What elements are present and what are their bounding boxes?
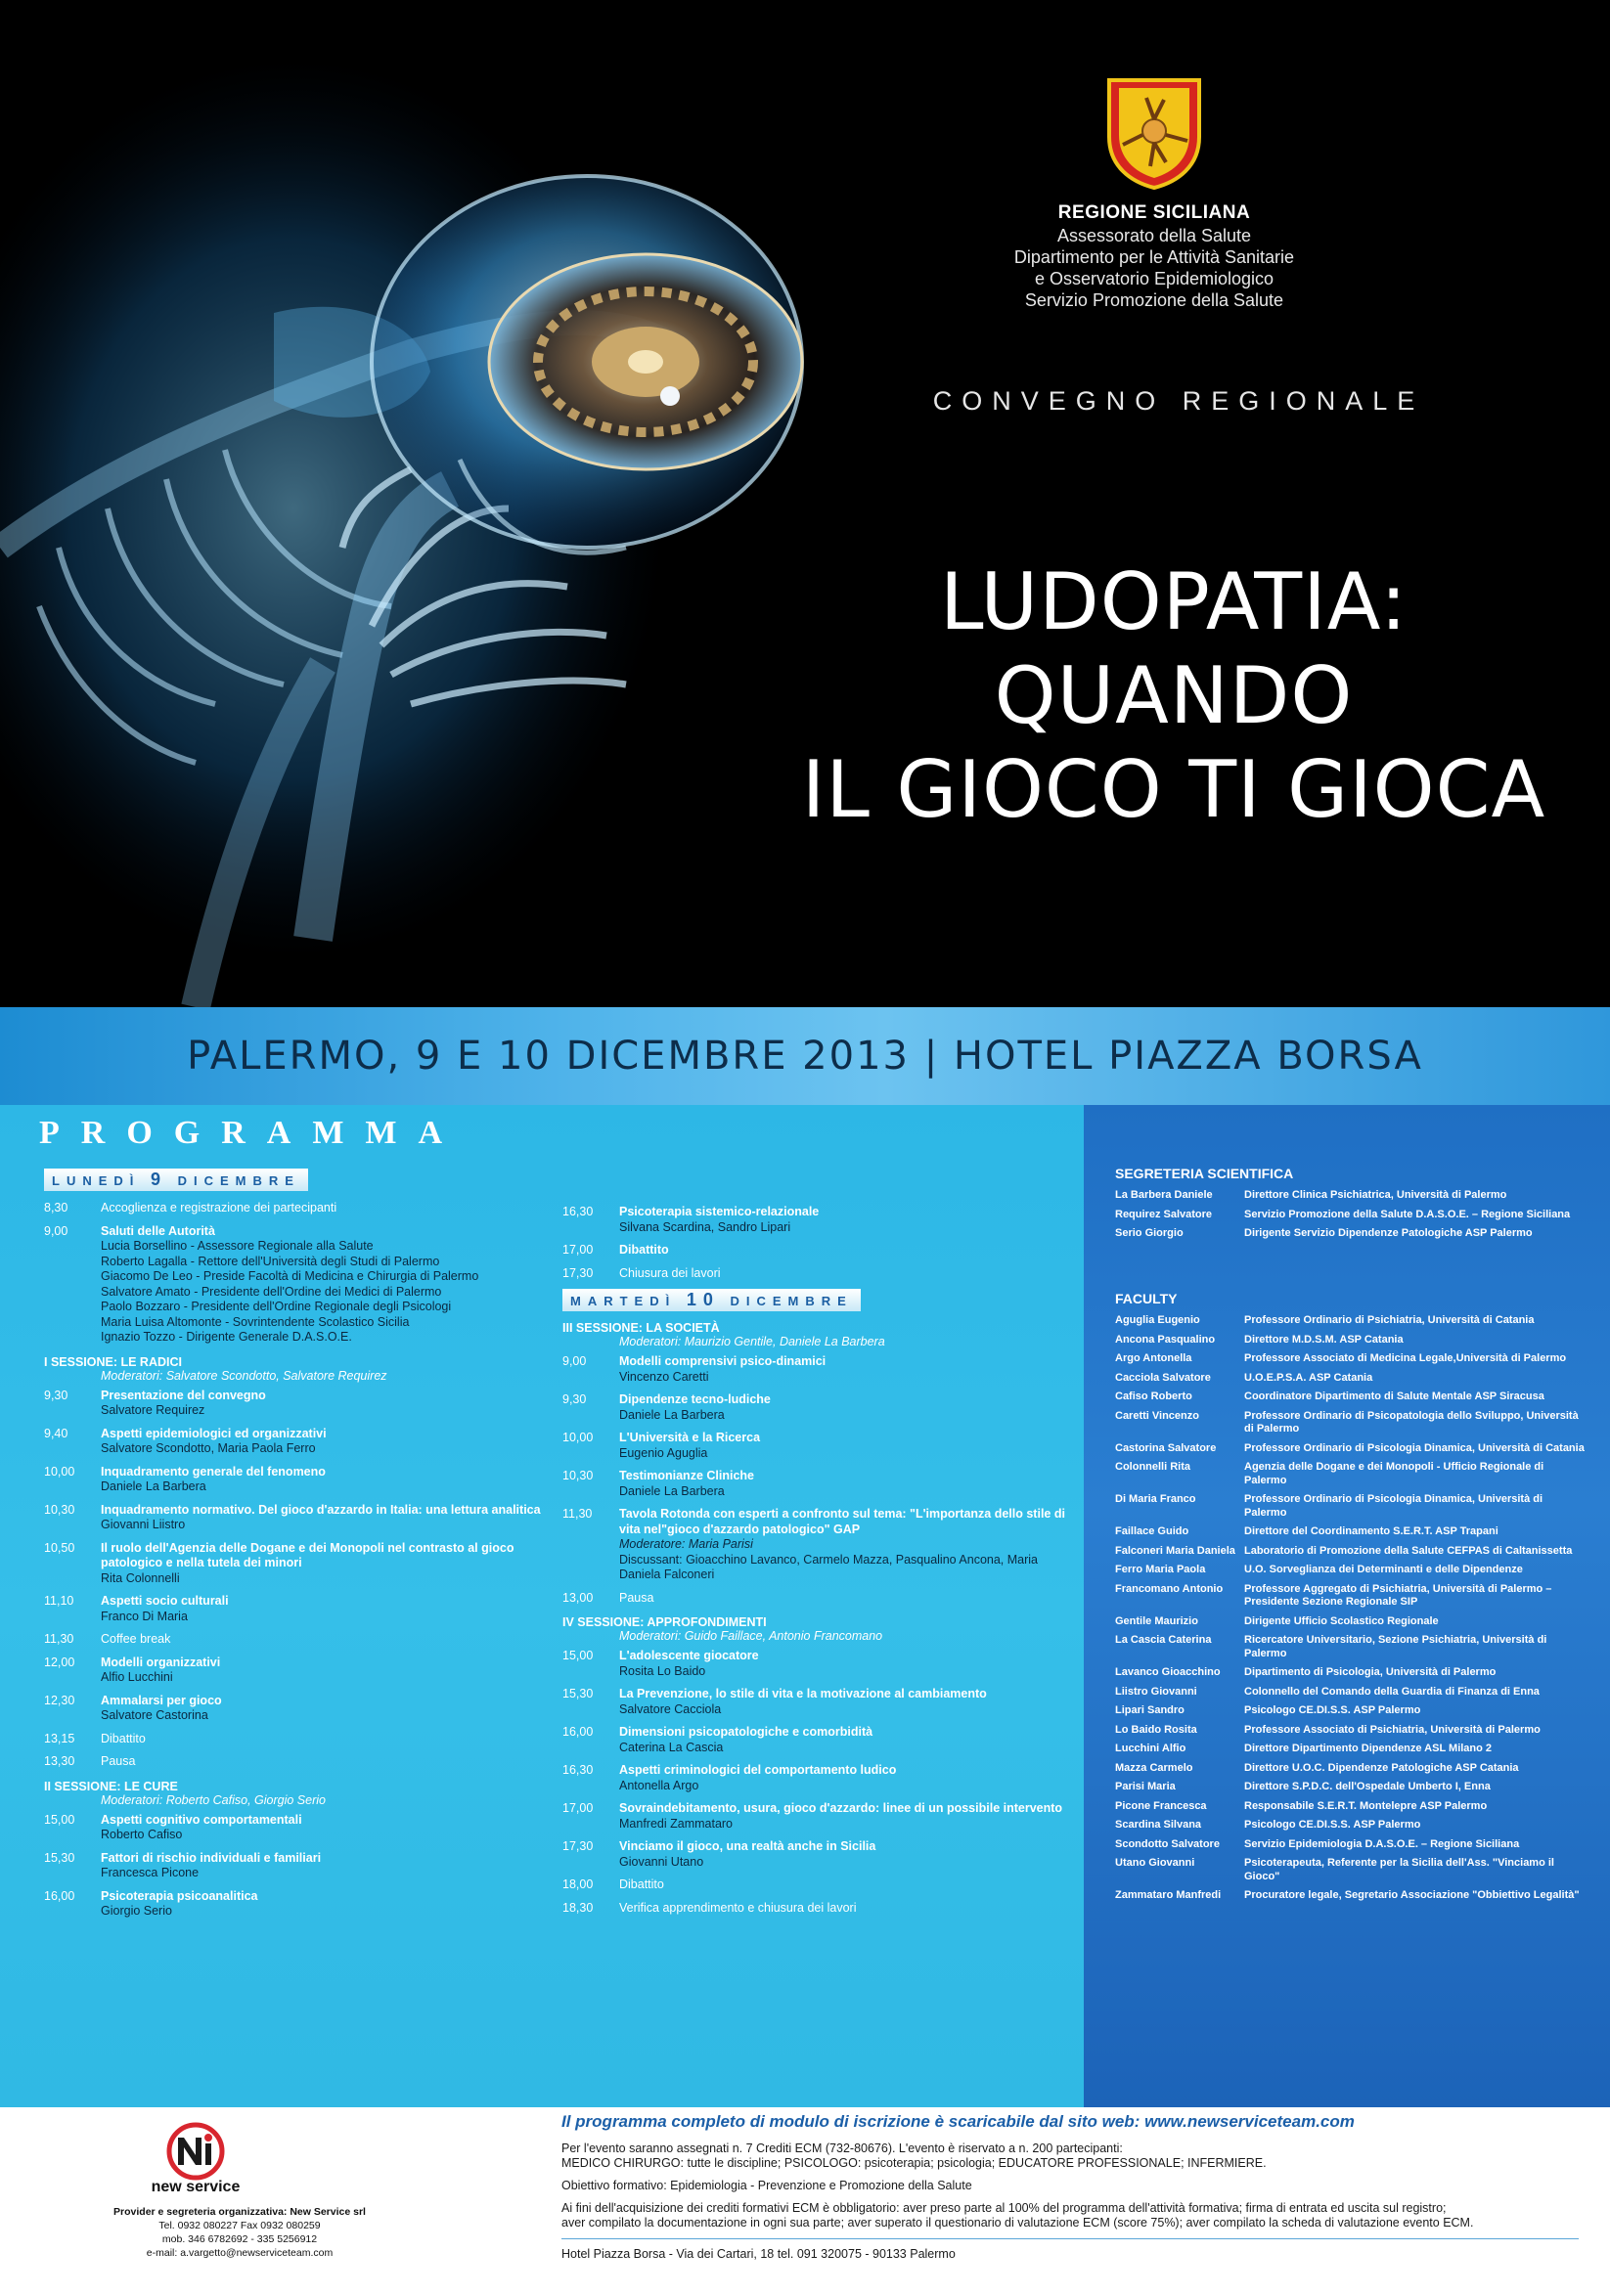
provider-title: Provider e segreteria organizzativa: New Service srl	[113, 2206, 366, 2218]
list-item	[44, 1889, 553, 1920]
faculty-block	[1115, 1291, 1585, 1909]
item-time: 15,00	[44, 1812, 75, 1827]
item-time: 13,00	[562, 1590, 594, 1605]
item-time: 16,30	[562, 1763, 594, 1777]
table-row	[1115, 1334, 1585, 1347]
list-item	[562, 1839, 1071, 1870]
list-item	[44, 1694, 553, 1724]
faculty-heading: FACULTY	[1115, 1291, 1178, 1306]
organizer-block	[959, 200, 1350, 311]
person-name: Francomano Antonio	[1115, 1582, 1224, 1595]
item-time: 17,30	[562, 1265, 594, 1280]
list-item	[562, 1431, 1071, 1461]
list-item	[44, 1851, 553, 1881]
session-heading: IV SESSIONE: APPROFONDIMENTI	[562, 1615, 767, 1629]
list-item	[562, 1469, 1071, 1499]
person-name: Serio Giorgio	[1115, 1227, 1184, 1239]
brand-name: new service	[151, 2179, 241, 2195]
table-row	[1115, 1583, 1585, 1610]
table-row	[1115, 1857, 1585, 1883]
item-time: 16,00	[562, 1725, 594, 1739]
table-row	[1115, 1391, 1585, 1404]
item-title: Sovraindebitamento, usura, gioco d'azzardo: linee di un possibile intervento	[619, 1801, 1063, 1815]
item-speaker: Daniele La Barbera	[101, 1479, 206, 1493]
item-title: Dipendenze tecno-ludiche	[619, 1392, 771, 1406]
item-title: Accoglienza e registrazione dei partecipanti	[101, 1201, 337, 1214]
list-item	[44, 1503, 553, 1533]
day-label: MARTEDÌ	[570, 1294, 687, 1308]
item-speaker: Rita Colonnelli	[101, 1570, 180, 1585]
table-row	[1115, 1227, 1585, 1241]
session-moderators: Moderatori: Roberto Cafiso, Giorgio Serio	[101, 1792, 326, 1807]
item-speaker: Alfio Lucchini	[101, 1670, 173, 1684]
item-speaker: Manfredi Zammataro	[619, 1816, 734, 1831]
item-title: Modelli comprensivi psico-dinamici	[619, 1354, 827, 1368]
item-speaker: Ignazio Tozzo - Dirigente Generale D.A.S.O.E.	[101, 1330, 352, 1344]
person-name: Castorina Salvatore	[1115, 1441, 1217, 1454]
table-row	[1115, 1372, 1585, 1386]
person-name: Liistro Giovanni	[1115, 1685, 1197, 1698]
program-column-1	[44, 1169, 553, 1927]
person-role: Responsabile S.E.R.T. Montelepre ASP Palermo	[1244, 1799, 1488, 1812]
month-label: DICEMBRE	[719, 1294, 853, 1308]
requirement-line: aver compilato la documentazione in ogni sua parte; aver superato il questionario di valutazione ECM (score 75%); aver compilato la scheda di valutazione evento ECM.	[561, 2216, 1474, 2230]
item-title: Dibattito	[619, 1877, 664, 1891]
person-name: Aguglia Eugenio	[1115, 1314, 1200, 1326]
list-item	[44, 1813, 553, 1843]
item-time: 11,30	[44, 1632, 74, 1646]
item-title: Aspetti socio culturali	[101, 1594, 229, 1608]
item-time: 17,00	[562, 1801, 594, 1815]
list-item	[562, 1243, 1071, 1258]
region-line: Servizio Promozione della Salute	[1024, 290, 1284, 310]
list-item	[562, 1507, 1071, 1583]
item-speaker: Roberto Cafiso	[101, 1828, 183, 1841]
item-speaker: Franco Di Maria	[101, 1609, 188, 1623]
list-item	[562, 1877, 1071, 1893]
person-name: Requirez Salvatore	[1115, 1208, 1213, 1220]
provider-email[interactable]: e-mail: a.vargetto@newserviceteam.com	[146, 2247, 334, 2259]
table-row	[1115, 1314, 1585, 1328]
person-name: Falconeri Maria Daniela	[1115, 1544, 1235, 1557]
month-label: DICEMBRE	[167, 1173, 300, 1188]
person-name: Zammataro Manfredi	[1115, 1889, 1222, 1901]
table-row	[1115, 1724, 1585, 1738]
item-time: 11,10	[44, 1594, 74, 1608]
list-item	[562, 1901, 1071, 1917]
segreteria-block	[1115, 1166, 1585, 1247]
item-speaker: Giovanni Utano	[619, 1854, 704, 1869]
person-role: Direttore M.D.S.M. ASP Catania	[1244, 1333, 1404, 1346]
person-role: Ricercatore Universitario, Sezione Psichiatria, Università di Palermo	[1244, 1634, 1547, 1659]
item-title: Chiusura dei lavori	[619, 1265, 721, 1280]
person-role: Laboratorio di Promozione della Salute CEFPAS di Caltanissetta	[1244, 1544, 1573, 1557]
item-title: Psicoterapia sistemico-relazionale	[619, 1205, 820, 1218]
item-title: Verifica apprendimento e chiusura dei lavori	[619, 1900, 857, 1915]
item-title: Saluti delle Autorità	[101, 1223, 215, 1238]
item-title: Dimensioni psicopatologiche e comorbidità	[619, 1725, 873, 1739]
person-role: Professore Ordinario di Psicopatologia dello Sviluppo, Università di Palermo	[1244, 1409, 1579, 1435]
person-name: Cacciola Salvatore	[1115, 1371, 1211, 1384]
item-speaker: Daniele La Barbera	[619, 1483, 725, 1498]
list-item	[562, 1763, 1071, 1793]
requirements	[561, 2201, 1598, 2230]
item-title: Ammalarsi per gioco	[101, 1693, 222, 1707]
item-time: 17,30	[562, 1839, 594, 1853]
item-time: 10,00	[44, 1464, 75, 1479]
person-name: Lucchini Alfio	[1115, 1743, 1186, 1754]
program-column-2	[562, 1205, 1071, 1923]
table-row	[1115, 1615, 1585, 1629]
item-title: Tavola Rotonda con esperti a confronto sul tema: "L'importanza dello stile di vita nel"gioco d'azzardo patologico" GAP	[619, 1507, 1065, 1536]
item-speaker: Salvatore Cacciola	[619, 1701, 722, 1716]
table-row	[1115, 1889, 1585, 1903]
person-role: Direttore S.P.D.C. dell'Ospedale Umberto I, Enna	[1244, 1781, 1491, 1792]
person-role: Psicologo CE.DI.S.S. ASP Palermo	[1244, 1704, 1421, 1716]
person-name: Mazza Carmelo	[1115, 1761, 1193, 1774]
table-row	[1115, 1686, 1585, 1700]
item-time: 9,00	[44, 1223, 68, 1238]
item-time: 9,30	[44, 1388, 68, 1402]
person-name: La Cascia Caterina	[1115, 1634, 1212, 1646]
person-name: Colonnelli Rita	[1115, 1461, 1190, 1473]
region-name: REGIONE SICILIANA	[1057, 202, 1251, 223]
person-role: Professore Ordinario di Psicologia Dinamica, Università di Palermo	[1244, 1493, 1543, 1519]
table-row	[1115, 1762, 1585, 1776]
person-name: Ferro Maria Paola	[1115, 1564, 1206, 1575]
person-name: Scondotto Salvatore	[1115, 1837, 1220, 1850]
person-role: Dipartimento di Psicologia, Università di Palermo	[1244, 1666, 1497, 1678]
item-speaker: Paolo Bozzaro - Presidente dell'Ordine Regionale degli Psicologi	[101, 1300, 452, 1313]
divider	[561, 2238, 1579, 2239]
person-role: Colonnello del Comando della Guardia di Finanza di Enna	[1244, 1685, 1540, 1698]
title-line-1: LUDOPATIA:	[939, 556, 1409, 647]
item-title: Aspetti epidemiologici ed organizzativi	[101, 1426, 327, 1440]
person-role: U.O. Sorveglianza dei Determinanti e delle Dipendenze	[1244, 1564, 1523, 1575]
day-label: LUNEDÌ	[52, 1173, 151, 1188]
item-speaker: Daniele La Barbera	[619, 1407, 725, 1422]
item-title: Aspetti criminologici del comportamento ludico	[619, 1763, 897, 1777]
item-speaker: Vincenzo Caretti	[619, 1369, 709, 1384]
item-time: 15,30	[44, 1850, 75, 1865]
skeleton-roulette-illustration	[0, 0, 880, 1007]
table-row	[1115, 1410, 1585, 1436]
table-row	[1115, 1666, 1585, 1680]
regione-siciliana-crest-icon	[1105, 76, 1203, 192]
item-moderator: Moderatore: Maria Parisi	[619, 1537, 753, 1551]
item-speaker: Silvana Scardina, Sandro Lipari	[619, 1219, 791, 1234]
table-row	[1115, 1743, 1585, 1756]
region-line: Dipartimento per le Attività Sanitarie	[1013, 247, 1295, 267]
item-time: 12,30	[44, 1693, 75, 1707]
table-row	[1115, 1704, 1585, 1718]
list-item	[44, 1594, 553, 1624]
item-speaker: Salvatore Castorina	[101, 1708, 208, 1722]
item-title: L'Università e la Ricerca	[619, 1431, 761, 1444]
session-moderators: Moderatori: Guido Faillace, Antonio Francomano	[619, 1629, 883, 1643]
item-speaker: Maria Luisa Altomonte - Sovrintendente Scolastico Sicilia	[101, 1314, 410, 1329]
person-name: Di Maria Franco	[1115, 1493, 1196, 1505]
table-row	[1115, 1545, 1585, 1559]
table-row	[1115, 1189, 1585, 1203]
item-speaker: Caterina La Cascia	[619, 1740, 724, 1754]
item-speaker: Francesca Picone	[101, 1866, 200, 1879]
title-line-3: IL GIOCO TI GIOCA	[801, 744, 1546, 835]
list-item	[44, 1541, 553, 1587]
day-1-heading	[44, 1169, 308, 1191]
item-title: Psicoterapia psicoanalitica	[101, 1888, 258, 1903]
item-time: 16,30	[562, 1205, 594, 1218]
list-item	[44, 1656, 553, 1686]
person-name: Scardina Silvana	[1115, 1819, 1202, 1831]
day-number: 9	[151, 1170, 168, 1189]
item-title: Presentazione del convegno	[101, 1388, 266, 1402]
person-role: Psicologo CE.DI.S.S. ASP Palermo	[1244, 1819, 1421, 1831]
item-time: 9,40	[44, 1426, 68, 1440]
provider-block	[93, 2205, 386, 2260]
item-time: 17,00	[562, 1243, 594, 1257]
person-name: La Barbera Daniele	[1115, 1189, 1213, 1201]
region-line: e Osservatorio Epidemiologico	[1034, 269, 1275, 288]
list-item	[44, 1632, 553, 1648]
list-item	[44, 1754, 553, 1770]
ecm-info	[561, 2141, 1598, 2171]
requirement-line: Ai fini dell'acquisizione dei crediti formativi ECM è obbligatorio: aver preso parte al 100% del programma dell'attività formativa; firma di entrata ed uscita sul registro;	[561, 2201, 1447, 2215]
list-item	[44, 1201, 553, 1216]
region-line: Assessorato della Salute	[1056, 226, 1252, 245]
person-name: Lo Baido Rosita	[1115, 1723, 1197, 1736]
item-time: 15,30	[562, 1687, 594, 1700]
list-item	[562, 1266, 1071, 1282]
item-speaker: Giorgio Serio	[101, 1904, 172, 1918]
item-title: Testimonianze Cliniche	[619, 1469, 754, 1482]
table-row	[1115, 1634, 1585, 1660]
item-title: L'adolescente giocatore	[619, 1649, 759, 1662]
item-title: Inquadramento generale del fenomeno	[101, 1464, 326, 1479]
item-speaker: Lucia Borsellino - Assessore Regionale alla Salute	[101, 1239, 374, 1253]
person-name: Ancona Pasqualino	[1115, 1333, 1216, 1346]
item-speaker: Discussant: Gioacchino Lavanco, Carmelo Mazza, Pasqualino Ancona, Maria Daniela Falconeri	[619, 1552, 1038, 1581]
person-name: Faillace Guido	[1115, 1525, 1189, 1537]
date-band	[0, 1007, 1610, 1105]
item-title: Dibattito	[619, 1243, 669, 1257]
table-row	[1115, 1442, 1585, 1456]
item-time: 9,00	[562, 1354, 587, 1368]
list-item	[562, 1687, 1071, 1717]
person-role: Professore Associato di Psichiatria, Università di Palermo	[1244, 1723, 1541, 1736]
table-row	[1115, 1352, 1585, 1366]
item-speaker: Giovanni Liistro	[101, 1518, 186, 1531]
item-time: 10,30	[562, 1469, 594, 1482]
provider-contact: Tel. 0932 080227 Fax 0932 080259	[158, 2220, 321, 2231]
person-role: Professore Ordinario di Psichiatria, Università di Catania	[1244, 1314, 1535, 1326]
table-row	[1115, 1800, 1585, 1814]
person-name: Parisi Maria	[1115, 1781, 1176, 1792]
session-moderators: Moderatori: Salvatore Scondotto, Salvatore Requirez	[101, 1368, 387, 1383]
item-time: 11,30	[562, 1507, 593, 1521]
list-item	[44, 1732, 553, 1747]
objective: Obiettivo formativo: Epidemiologia - Prevenzione e Promozione della Salute	[561, 2179, 972, 2192]
person-name: Lipari Sandro	[1115, 1704, 1185, 1716]
item-title: Fattori di rischio individuali e familiari	[101, 1850, 322, 1865]
session-heading: III SESSIONE: LA SOCIETÀ	[562, 1321, 720, 1335]
event-title	[743, 555, 1604, 837]
table-row	[1115, 1564, 1585, 1577]
item-title: Inquadramento normativo. Del gioco d'azzardo in Italia: una lettura analitica	[101, 1502, 541, 1517]
person-role: Dirigente Ufficio Scolastico Regionale	[1244, 1614, 1439, 1627]
person-role: Servizio Promozione della Salute D.A.S.O.E. – Regione Siciliana	[1244, 1208, 1571, 1220]
hero-banner	[0, 0, 1610, 1007]
person-name: Gentile Maurizio	[1115, 1614, 1198, 1627]
item-time: 18,00	[562, 1877, 594, 1891]
day-number: 10	[686, 1290, 720, 1309]
person-role: Direttore Clinica Psichiatrica, Università di Palermo	[1244, 1189, 1507, 1201]
person-name: Caretti Vincenzo	[1115, 1409, 1199, 1422]
table-row	[1115, 1209, 1585, 1222]
session-heading: I SESSIONE: LE RADICI	[44, 1354, 182, 1369]
list-item	[44, 1224, 553, 1346]
item-speaker: Salvatore Scondotto, Maria Paola Ferro	[101, 1441, 316, 1455]
list-item	[44, 1389, 553, 1419]
person-role: Psicoterapeuta, Referente per la Sicilia dell'Ass. "Vinciamo il Gioco"	[1244, 1857, 1554, 1882]
item-speaker: Salvatore Requirez	[101, 1403, 205, 1417]
item-time: 9,30	[562, 1392, 587, 1406]
list-item	[562, 1725, 1071, 1755]
item-title: Il ruolo dell'Agenzia delle Dogane e dei Monopoli nel contrasto al gioco patologico e nella tutela dei minori	[101, 1540, 514, 1569]
item-time: 18,30	[562, 1900, 594, 1915]
item-time: 8,30	[44, 1201, 68, 1214]
item-time: 13,15	[44, 1731, 75, 1745]
item-title: Pausa	[101, 1754, 136, 1768]
person-name: Cafiso Roberto	[1115, 1391, 1192, 1402]
table-row	[1115, 1781, 1585, 1794]
list-item	[44, 1465, 553, 1495]
venue-address: Hotel Piazza Borsa - Via dei Cartari, 18 tel. 091 320075 - 90133 Palermo	[561, 2247, 956, 2261]
table-row	[1115, 1525, 1585, 1539]
title-line-2: QUANDO	[994, 650, 1354, 741]
list-item	[562, 1392, 1071, 1423]
item-speaker: Antonella Argo	[619, 1778, 699, 1792]
item-time: 10,30	[44, 1502, 75, 1517]
item-speaker: Giacomo De Leo - Preside Facoltà di Medicina e Chirurgia di Palermo	[101, 1269, 479, 1283]
session-heading: II SESSIONE: LE CURE	[44, 1779, 178, 1793]
person-role: Professore Aggregato di Psichiatria, Università di Palermo – Presidente Sezione Regionale SIP	[1244, 1582, 1552, 1608]
item-title: Dibattito	[101, 1731, 146, 1745]
person-role: Direttore U.O.C. Dipendenze Patologiche ASP Catania	[1244, 1761, 1519, 1774]
session-moderators: Moderatori: Maurizio Gentile, Daniele La Barbera	[619, 1335, 885, 1348]
list-item	[562, 1205, 1071, 1235]
person-role: Direttore del Coordinamento S.E.R.T. ASP Trapani	[1244, 1525, 1498, 1537]
item-speaker: Rosita Lo Baido	[619, 1663, 706, 1678]
new-service-logo-icon	[157, 2122, 235, 2181]
provider-contact: mob. 346 6782692 - 335 5256912	[161, 2233, 318, 2245]
person-role: Dirigente Servizio Dipendenze Patologiche ASP Palermo	[1244, 1227, 1533, 1239]
person-role: Direttore Dipartimento Dipendenze ASL Milano 2	[1244, 1743, 1493, 1754]
list-item	[562, 1649, 1071, 1679]
table-row	[1115, 1838, 1585, 1852]
person-name: Argo Antonella	[1115, 1352, 1192, 1364]
segreteria-heading: SEGRETERIA SCIENTIFICA	[1115, 1166, 1294, 1181]
list-item	[562, 1354, 1071, 1385]
table-row	[1115, 1493, 1585, 1520]
event-type: CONVEGNO REGIONALE	[932, 386, 1425, 416]
item-title: Coffee break	[101, 1632, 171, 1646]
item-title: Aspetti cognitivo comportamentali	[101, 1812, 302, 1827]
programma-heading: PROGRAMMA	[39, 1115, 465, 1151]
day-2-heading	[562, 1289, 861, 1311]
person-name: Lavanco Gioacchino	[1115, 1666, 1221, 1678]
item-title: Modelli organizzativi	[101, 1655, 221, 1669]
person-role: Procuratore legale, Segretario Associazione "Obbiettivo Legalità"	[1244, 1889, 1580, 1901]
ecm-line: Per l'evento saranno assegnati n. 7 Crediti ECM (732-80676). L'evento è riservato a n. 200 partecipanti:	[561, 2141, 1123, 2155]
person-role: Servizio Epidemiologia D.A.S.O.E. – Regione Siciliana	[1244, 1837, 1520, 1850]
item-time: 15,00	[562, 1649, 594, 1662]
list-item	[562, 1801, 1071, 1832]
ecm-line: MEDICO CHIRURGO: tutte le discipline; PSICOLOGO: psicoterapia; psicologia; EDUCATORE PROFESSIONALE; INFERMIERE.	[561, 2156, 1267, 2170]
list-item	[562, 1591, 1071, 1607]
person-name: Picone Francesca	[1115, 1799, 1207, 1812]
item-time: 13,30	[44, 1754, 75, 1768]
person-role: Agenzia delle Dogane e dei Monopoli - Ufficio Regionale di Palermo	[1244, 1461, 1544, 1486]
person-role: Professore Ordinario di Psicologia Dinamica, Università di Catania	[1244, 1441, 1585, 1454]
footer-info	[561, 2112, 1598, 2270]
item-time: 10,00	[562, 1431, 594, 1444]
item-speaker: Eugenio Aguglia	[619, 1445, 708, 1460]
item-speaker: Roberto Lagalla - Rettore dell'Università degli Studi di Palermo	[101, 1254, 440, 1268]
person-role: Coordinatore Dipartimento di Salute Mentale ASP Siracusa	[1244, 1391, 1544, 1402]
table-row	[1115, 1461, 1585, 1487]
person-role: Professore Associato di Medicina Legale,Università di Palermo	[1244, 1352, 1567, 1364]
item-time: 16,00	[44, 1888, 75, 1903]
list-item	[44, 1427, 553, 1457]
item-title: Pausa	[619, 1590, 654, 1605]
item-title: Vinciamo il gioco, una realtà anche in Sicilia	[619, 1839, 876, 1853]
item-speaker: Salvatore Amato - Presidente dell'Ordine dei Medici di Palermo	[101, 1284, 442, 1299]
download-notice[interactable]: Il programma completo di modulo di iscrizione è scaricabile dal sito web: www.newserviceteam.com	[561, 2112, 1355, 2131]
date-location: PALERMO, 9 E 10 DICEMBRE 2013 | HOTEL PIAZZA BORSA	[187, 1034, 1423, 1079]
item-time: 12,00	[44, 1655, 75, 1669]
person-role: U.O.E.P.S.A. ASP Catania	[1244, 1371, 1373, 1384]
item-title: La Prevenzione, lo stile di vita e la motivazione al cambiamento	[619, 1687, 987, 1700]
item-time: 10,50	[44, 1540, 75, 1555]
table-row	[1115, 1819, 1585, 1832]
person-name: Utano Giovanni	[1115, 1857, 1195, 1869]
